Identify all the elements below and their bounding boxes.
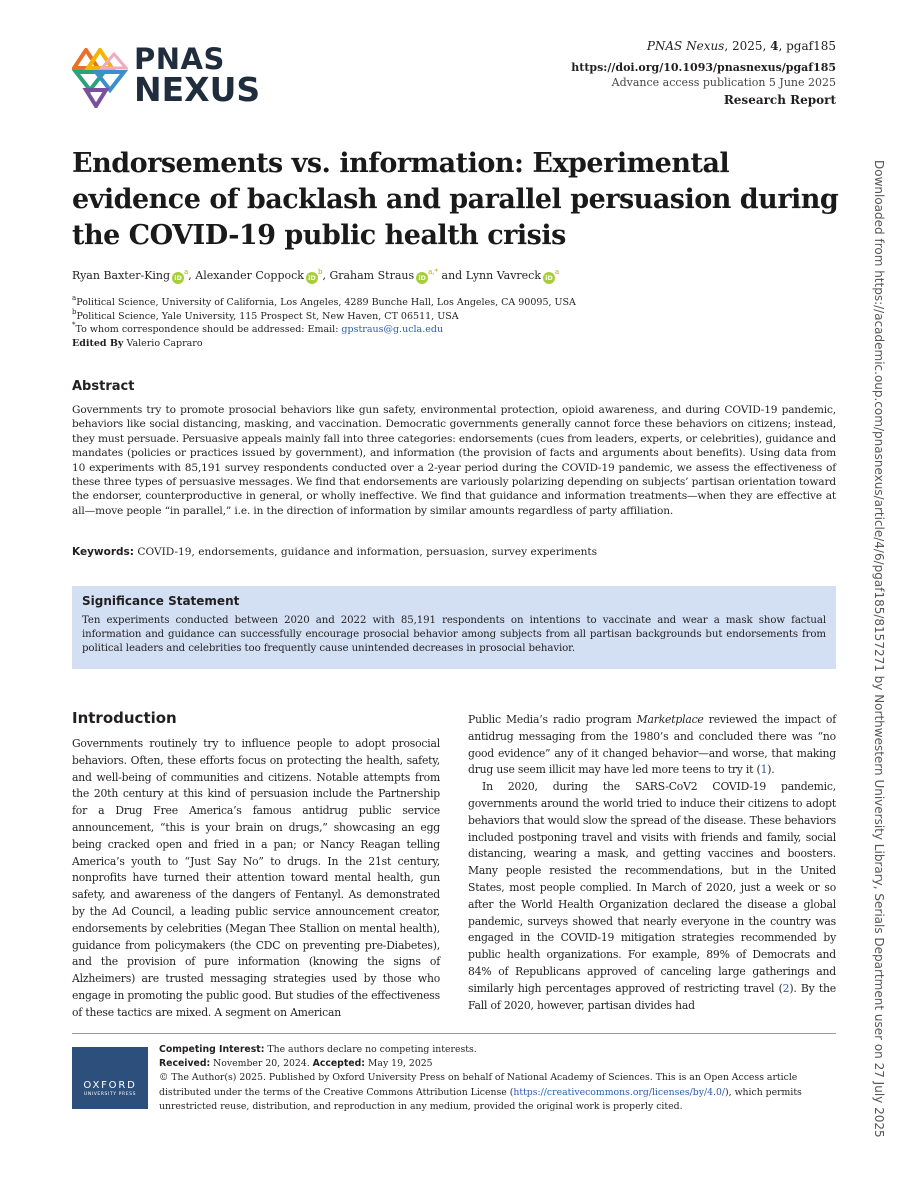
introduction-heading: Introduction (72, 709, 177, 727)
journal-name: PNAS Nexus (646, 39, 725, 53)
abstract-text: Governments try to promote prosocial behaviors like gun safety, environmental protection, opioid awareness, and during COVID-19 pandemic, behaviors like social distancing, masking, and vaccination. Democratic governments generally cannot force these behaviors on citizens; instead, they must persuade. Persuasive appeals mainly fall into three categories: endorsements (cues from leaders, experts, or celebrities), guidance and mandates (policies or practices issued by government), and information (the provision of facts and arguments about benefits). Using data from 10 experiments with 85,191 survey respondents conducted over a 2-year period during the COVID-19 pandemic, we assess the effectiveness of these three types of persuasive messages. We find that endorsements are variously polarizing depending on subjects’ partisan orientation toward the endorser, counterproductive in general, or wholly ineffective. We find that guidance and information treatments—when they are effective at all—move people “in parallel,” i.e. in the direction of information by similar amounts regardless of party affiliation. (72, 404, 836, 517)
footer-divider (72, 1033, 836, 1034)
body-paragraph: In 2020, during the SARS-CoV2 COVID-19 pandemic, governments around the world tried to induce their citizens to adopt behaviors that would slow the spread of the disease. These behaviors included postponing travel and visits with friends and family, social distancing, wearing a mask, and getting vaccines and boosters. Many people resisted the recommendations, but in the United States, most people complied. In March of 2020, just a week or so after the World Health Organization declared the disease a global pandemic, surveys showed that nearly everyone in the country was engaged in the COVID-19 mitigation strategies recommended by public health organizations. For example, 89% of Democrats and 84% of Republicans approved of canceling large gatherings and similarly high percentages approved of restricting travel (2). By the Fall of 2020, however, partisan divides had (468, 780, 836, 1012)
body-column-right (468, 712, 836, 1014)
reference-link[interactable]: 1 (760, 763, 768, 777)
affiliations (72, 296, 852, 350)
affiliation-a: $^a$Political Science, University of California, Los Angeles, 4289 Bunche Hall, Los Angeles, CA 90095, USA (72, 294, 576, 308)
article-type: Research Report (723, 93, 836, 107)
editor-name: Valerio Capraro (123, 337, 203, 349)
significance-box (72, 586, 836, 669)
article-title: Endorsements vs. information: Experimental evidence of backlash and parallel persuasion during the COVID-19 public health crisis (72, 148, 839, 251)
author-name[interactable]: Graham Straus (329, 269, 415, 282)
reference-link[interactable]: 2 (782, 981, 790, 995)
advance-access-date: Advance access publication 5 June 2025 (611, 76, 836, 89)
program-name: Marketplace (636, 713, 704, 726)
pnas-nexus-logo (72, 42, 262, 110)
author-list: Ryan Baxter-King $iD^a$, Alexander Coppock $iD^b$, Graham Straus $iD^{a,*}$ and Lynn Vavreck $iD^a$ (72, 268, 560, 282)
pnas-nexus-logo-icon (72, 48, 128, 108)
keywords-label: Keywords: (72, 546, 134, 558)
author-affil-marker: a,* (428, 268, 439, 276)
significance-text: Ten experiments conducted between 2020 and 2022 with 85,191 respondents on intentions to vaccinate and wear a mask show factual information and guidance can successfully encourage prosocial behavior among subjects from all partisan backgrounds but endorsements from political leaders and celebrities too frequently cause unintended decreases in prosocial behavior. (82, 615, 826, 654)
orcid-icon[interactable]: iD (416, 272, 428, 284)
author-name[interactable]: Alexander Coppock (195, 269, 304, 282)
orcid-icon[interactable]: iD (543, 272, 555, 284)
keywords (72, 545, 836, 560)
author-name[interactable]: Ryan Baxter-King (72, 269, 171, 282)
author-affil-marker: b (317, 268, 323, 276)
orcid-icon[interactable]: iD (306, 272, 318, 284)
footer-notes (159, 1043, 839, 1114)
logo-word-nexus: NEXUS (134, 70, 261, 109)
author-name[interactable]: Lynn Vavreck (465, 269, 542, 282)
email-link[interactable]: gpstraus@g.ucla.edu (341, 324, 444, 335)
keywords-text: COVID-19, endorsements, guidance and information, persuasion, survey experiments (133, 546, 598, 558)
competing-interest: Competing Interest: The authors declare no competing interests. (159, 1044, 477, 1055)
dates: Received: November 20, 2024. Accepted: May 19, 2025 (159, 1058, 433, 1070)
volume: 4 (770, 39, 779, 53)
logo-word-pnas: PNAS (134, 42, 225, 76)
license: © The Author(s) 2025. Published by Oxford University Press on behalf of National Academy of Sciences. This is an Open Access article distributed under the terms of the Creative Commons Attribution License (https://creativecommons.org/licenses/by/4.0/), which permits unrestricted reuse, distribution, and reproduction in any medium, provided the original work is properly cited. (159, 1072, 802, 1112)
citation-line: PNAS Nexus, 2025, 4, pgaf185 (646, 39, 836, 53)
abstract-heading: Abstract (72, 379, 135, 394)
affiliation-b: $^b$Political Science, Yale University, 115 Prospect St, New Haven, CT 06511, USA (72, 307, 459, 322)
download-notice-text: Downloaded from https://academic.oup.com/pnasnexus/article/4/6/pgaf185/8157271 by Northwestern University Library, Serials Department user on 27 July 2025 (872, 160, 886, 1138)
body-column-left (72, 736, 440, 1022)
author-affil-marker: a (184, 268, 189, 276)
body-paragraph: Public Media’s radio program Marketplace reviewed the impact of antidrug messaging from the 1980’s and concluded there was “no good evidence” any of it changed behavior—and worse, that making drug use seem illicit may have led more teens to try it (1). (468, 713, 836, 777)
license-link[interactable]: https://creativecommons.org/licenses/by/4.0/ (513, 1086, 726, 1098)
oxford-university-press-logo: OXFORD UNIVERSITY PRESS (72, 1047, 148, 1109)
body-paragraph: Governments routinely try to influence people to adopt prosocial behaviors. Often, these efforts focus on protecting the health, safety, and well-being of communities and citizens. Notable attempts from the 20th century at this kind of persuasion include the Partnership for a Drug Free America’s famous antidrug public service announcement, “this is your brain on drugs,” showcasing an egg being cracked open and fried in a pan; or Nancy Reagan telling America’s youth to “Just Say No” to drugs. In the 21st century, nonprofits have turned their attention toward mental health, gun safety, and awareness of the dangers of Fentanyl. As demonstrated by the Ad Council, a leading public service announcement creator, endorsements by celebrities (Megan Thee Stallion on mental health), guidance from policymakers (the CDC on preventing pre-Diabetes), and the provision of pure information (knowing the signs of Alzheimers) are trusted messaging strategies used by those who engage in promoting the public good. But studies of the effectiveness of these tactics are mixed. A segment on American (72, 737, 440, 1019)
doi-link[interactable]: https://doi.org/10.1093/pnasnexus/pgaf185 (571, 61, 836, 74)
article-id: , pgaf185 (778, 39, 836, 53)
orcid-icon[interactable]: iD (172, 272, 184, 284)
author-affil-marker: a (555, 268, 560, 276)
significance-heading: Significance Statement (82, 594, 240, 608)
journal-header (571, 38, 836, 109)
download-notice (871, 160, 887, 1138)
edited-by: Edited By Valerio Capraro (72, 337, 203, 349)
correspondence: *To whom correspondence should be addressed: Email: gpstraus@g.ucla.edu (72, 321, 444, 335)
